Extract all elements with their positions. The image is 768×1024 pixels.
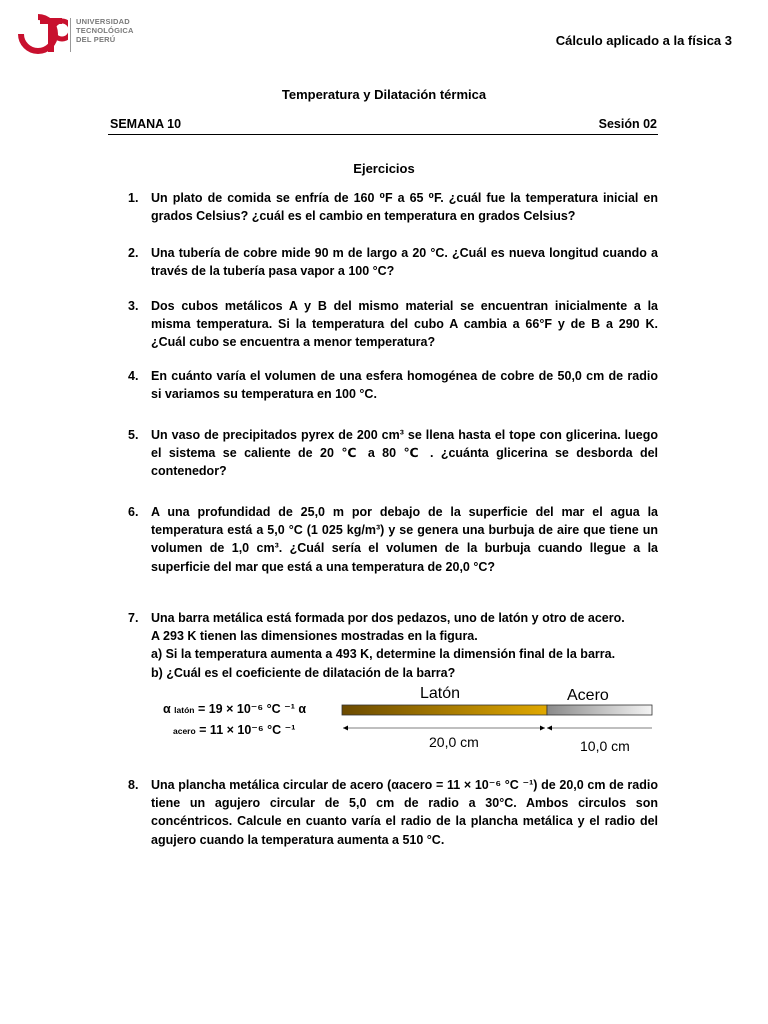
- alpha-laton: [163, 699, 306, 720]
- exercise-text: Un plato de comida se enfría de 160 ⁰F a 65 ⁰F. ¿cuál fue la temperatura inicial en grados Celsius? ¿cuál es el cambio en temperatura en grados Celsius?: [151, 191, 658, 224]
- exercise-line: A 293 K tienen las dimensiones mostradas en la figura.: [151, 629, 478, 644]
- logo-line: UNIVERSIDAD: [76, 17, 130, 26]
- laton-bar: [342, 705, 547, 715]
- exercise-text: Un vaso de precipitados pyrex de 200 cm³ se llena hasta el tope con glicerina. luego el sistema se caliente de 20 ℃ a 80 ℃ . ¿cuánta glicerina se desborda del contenedor?: [151, 428, 658, 479]
- exercise-8: [128, 776, 658, 849]
- exercise-number: 2.: [128, 246, 139, 260]
- bar-figure: [340, 680, 660, 760]
- acero-dimension-arrow: [547, 726, 552, 731]
- alpha-value: = 19 × 10⁻⁶ °C ⁻¹ α: [194, 702, 307, 716]
- exercise-5: [128, 426, 658, 481]
- alpha-acero: [163, 720, 306, 741]
- alpha-symbol: α: [163, 702, 171, 716]
- exercise-2: [128, 244, 658, 280]
- exercise-1: [128, 189, 658, 225]
- exercise-3: [128, 297, 658, 352]
- week-row: [108, 117, 658, 135]
- acero-label: Acero: [567, 687, 609, 704]
- exercise-number: 3.: [128, 299, 139, 313]
- exercise-number: 4.: [128, 369, 139, 383]
- alpha-subscript: acero: [173, 726, 196, 736]
- exercise-text: [151, 609, 658, 682]
- exercise-text: Dos cubos metálicos A y B del mismo material se encuentran inicialmente a la misma temperatura. Si la temperatura del cubo A cambia a 66°F y de B a 290 K. ¿Cuál cubo se encuentra a menor temperatura?: [151, 299, 658, 350]
- exercise-7: [128, 609, 658, 682]
- laton-label: Latón: [420, 685, 461, 702]
- alpha-value: = 11 × 10⁻⁶ °C ⁻¹: [195, 723, 296, 737]
- logo-line: DEL PERÚ: [76, 35, 116, 44]
- exercise-line: a) Si la temperatura aumenta a 493 K, determine la dimensión final de la barra.: [151, 647, 616, 662]
- exercise-line: Una barra metálica está formada por dos pedazos, uno de latón y otro de acero.: [151, 611, 625, 625]
- course-title: Cálculo aplicado a la física 3: [555, 33, 732, 48]
- exercise-line: b) ¿Cuál es el coeficiente de dilatación de la barra?: [151, 665, 456, 680]
- logo-text: [76, 17, 134, 44]
- laton-length: 20,0 cm: [429, 734, 479, 750]
- exercise-number: 6.: [128, 505, 139, 519]
- exercise-text: Una plancha metálica circular de acero (αacero = 11 × 10⁻⁶ °C ⁻¹) de 20,0 cm de radio tiene un agujero circular de 5,0 cm de radio a 30°C. Ambos circulos son concéntricos. Calcule en cuanto varía el radio de la plancha metálica y el radio del agujero cuando la temperatura aumenta a 510 °C.: [151, 778, 658, 847]
- section-title: Ejercicios: [353, 161, 415, 176]
- acero-length: 10,0 cm: [580, 738, 630, 754]
- logo-line: TECNOLÓGICA: [76, 26, 134, 35]
- alpha-subscript: latón: [174, 705, 195, 715]
- session-label: Sesión 02: [598, 117, 657, 131]
- page-title: Temperatura y Dilatación térmica: [281, 87, 487, 102]
- exercise-number: 7.: [128, 611, 139, 625]
- exercise-6: [128, 503, 658, 576]
- acero-bar: [547, 705, 652, 715]
- exercise-text: En cuánto varía el volumen de una esfera homogénea de cobre de 50,0 cm de radio si variamos su temperatura en 100 °C.: [151, 369, 658, 402]
- alpha-formula: [163, 699, 306, 741]
- exercise-text: Una tubería de cobre mide 90 m de largo a 20 °C. ¿Cuál es nueva longitud cuando a través de la tubería pasa vapor a 100 °C?: [151, 246, 658, 279]
- exercise-4: [128, 367, 658, 403]
- exercise-text: A una profundidad de 25,0 m por debajo de la superficie del mar el agua la temperatura está a 5,0 °C (1 025 kg/m³) y se genera una burbuja de aire que tiene un volumen de 1,0 cm³. ¿Cuál sería el volumen de la burbuja cuando llegue a la superficie del mar que está a una temperatura de 20,0 °C?: [151, 505, 658, 574]
- exercise-number: 8.: [128, 778, 139, 792]
- exercise-number: 1.: [128, 191, 139, 205]
- logo-divider: [70, 18, 71, 52]
- exercise-number: 5.: [128, 428, 139, 442]
- week-label: SEMANA 10: [110, 117, 182, 131]
